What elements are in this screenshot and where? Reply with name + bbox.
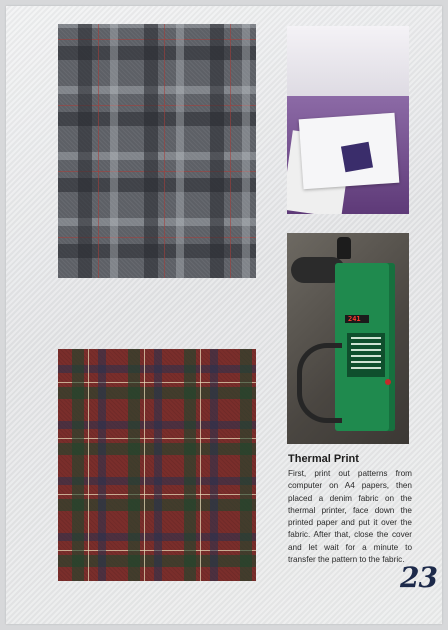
machine-temperature-display <box>345 315 369 323</box>
page <box>6 6 442 624</box>
machine-indicator-light <box>385 379 391 385</box>
thermal-printer-machine-photo <box>287 233 409 444</box>
machine-display-readout: 241 <box>348 315 361 323</box>
heat-press-paper-photo <box>287 26 409 214</box>
caption-title: Thermal Print <box>288 453 359 465</box>
red-tartan-fabric-photo <box>58 349 256 581</box>
machine-arm <box>297 343 342 423</box>
warning-label <box>347 333 385 377</box>
caption-body: First, print out patterns from computer on A4 papers, then placed a denim fabric on the thermal printer, face down the printed paper and put it over the fabric. After that, close the cover and let wait for a minute to transfer the pattern to the fabric. <box>288 469 412 565</box>
grey-tartan-fabric-photo <box>58 24 256 278</box>
heat-press-lid <box>287 26 409 102</box>
machine-knob <box>337 237 351 259</box>
page-number: 23 <box>400 561 437 594</box>
denim-fabric-piece <box>341 142 373 172</box>
